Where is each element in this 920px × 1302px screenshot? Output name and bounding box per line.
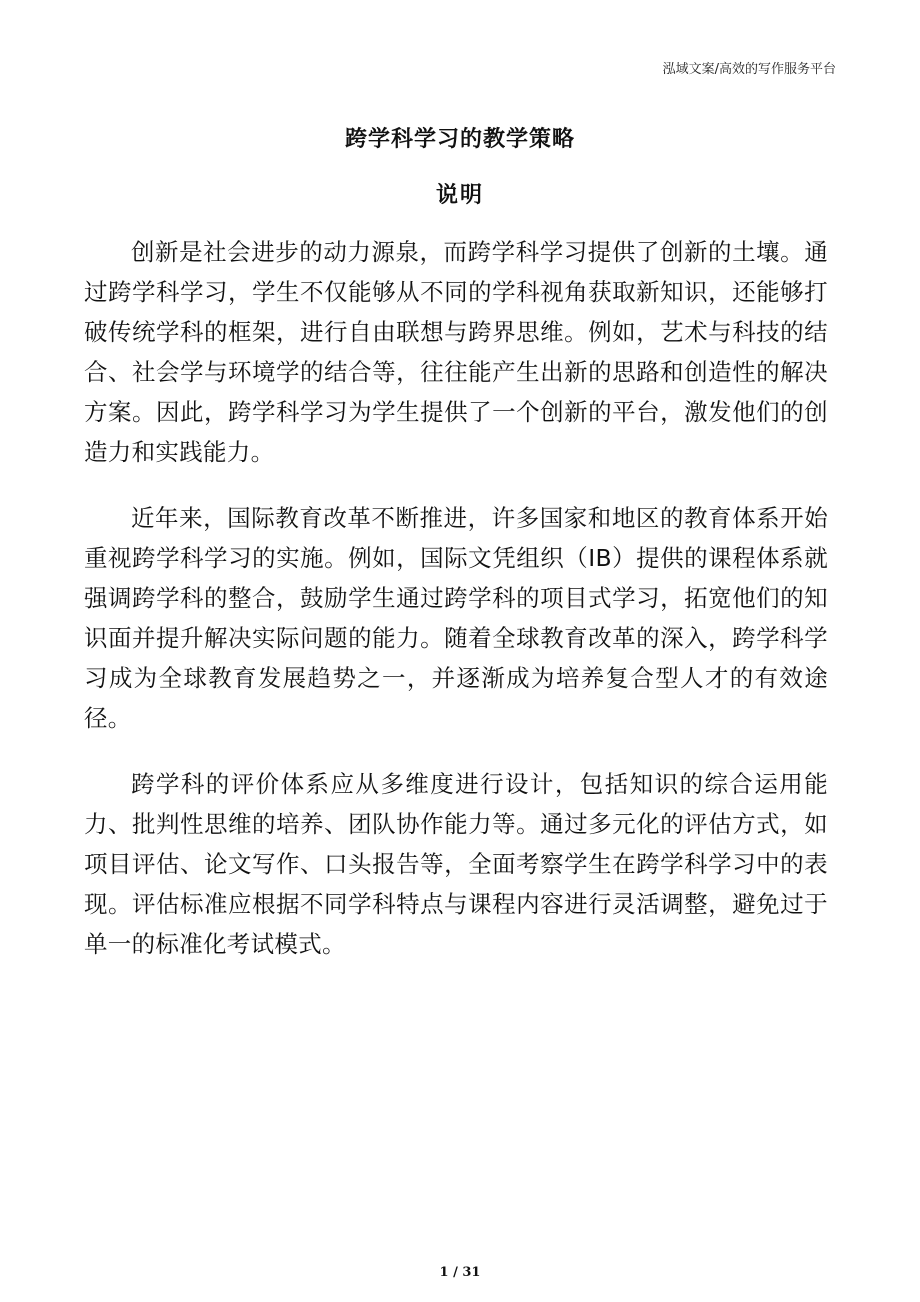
body-paragraph-2: 近年来，国际教育改革不断推进，许多国家和地区的教育体系开始重视跨学科学习的实施。例如，国际文凭组织（IB）提供的课程体系就强调跨学科的整合，鼓励学生通过跨学科的项目式学习，拓宽他们的知识面并提升解决实际问题的能力。随着全球教育改革的深入，跨学科学习成为全球教育发展趋势之一，并逐渐成为培养复合型人才的有效途径。 bbox=[84, 504, 828, 732]
section-heading: 说明 bbox=[435, 183, 484, 208]
header-brand-text: 泓域文案/高效的写作服务平台 bbox=[662, 62, 836, 77]
page-number: 1 / 31 bbox=[439, 1265, 481, 1280]
body-paragraph-1: 创新是社会进步的动力源泉，而跨学科学习提供了创新的土壤。通过跨学科学习，学生不仅能够从不同的学科视角获取新知识，还能够打破传统学科的框架，进行自由联想与跨界思维。例如，艺术与科技的结合、社会学与环境学的结合等，往往能产生出新的思路和创造性的解决方案。因此，跨学科学习为学生提供了一个创新的平台，激发他们的创造力和实践能力。 bbox=[84, 238, 828, 466]
document-title: 跨学科学习的教学策略 bbox=[344, 127, 575, 152]
body-paragraph-3: 跨学科的评价体系应从多维度进行设计，包括知识的综合运用能力、批判性思维的培养、团队协作能力等。通过多元化的评估方式，如项目评估、论文写作、口头报告等，全面考察学生在跨学科学习中的表现。评估标准应根据不同学科特点与课程内容进行灵活调整，避免过于单一的标准化考试模式。 bbox=[84, 770, 828, 958]
document-body bbox=[84, 232, 828, 990]
